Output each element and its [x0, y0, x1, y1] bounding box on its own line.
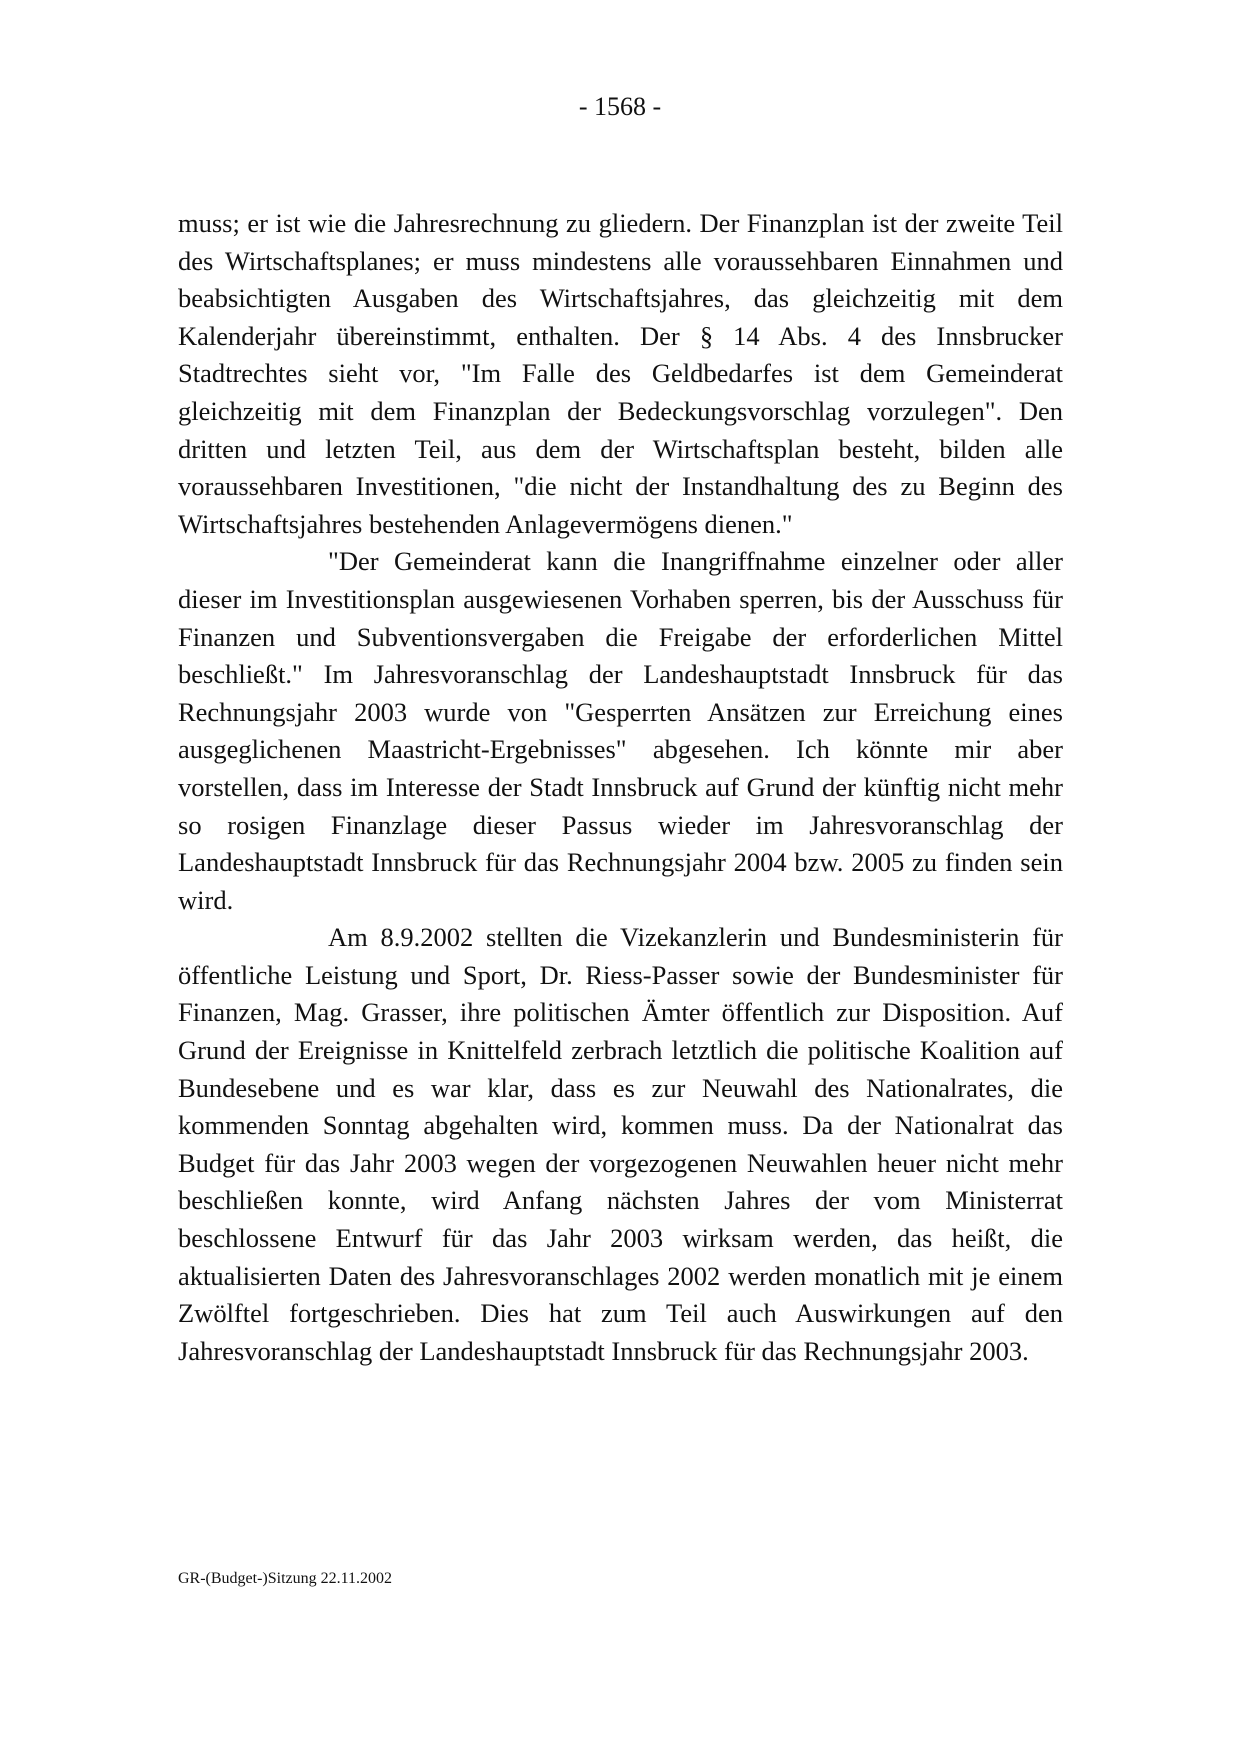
paragraph-3: Am 8.9.2002 stellten die Vizekanzlerin und Bundesministerin für öffentliche Leistung und Sport, Dr. Riess-Passer sowie der Bundesminister für Finanzen, Mag. Grasser, ihre politischen Ämter öffentlich zur Disposition. Auf Grund der Ereignisse in Knittelfeld zerbrach letztlich die politische Koalition auf Bundesebene und es war klar, dass es zur Neuwahl des Nationalrates, die kommenden Sonntag abgehalten wird, kommen muss. Da der Nationalrat das Budget für das Jahr 2003 wegen der vorgezogenen Neuwahlen heuer nicht mehr beschließen konnte, wird Anfang nächsten Jahres der vom Ministerrat beschlossene Entwurf für das Jahr 2003 wirksam werden, das heißt, die aktualisierten Daten des Jahresvoranschlages 2002 werden monatlich mit je einem Zwölftel fortgeschrieben. Dies hat zum Teil auch Auswirkungen auf den Jahresvoranschlag der Landeshauptstadt Innsbruck für das Rechnungsjahr 2003. — [178, 922, 1063, 1366]
document-body — [178, 205, 1063, 1370]
page-number: - 1568 - — [578, 92, 662, 121]
page-footer: GR-(Budget-)Sitzung 22.11.2002 — [178, 1570, 393, 1587]
paragraph-1: muss; er ist wie die Jahresrechnung zu gliedern. Der Finanzplan ist der zweite Teil des Wirtschaftsplanes; er muss mindestens alle voraussehbaren Einnahmen und beabsichtigten Ausgaben des Wirtschaftsjahres, das gleichzeitig mit dem Kalenderjahr übereinstimmt, enthalten. Der § 14 Abs. 4 des Innsbrucker Stadtrechtes sieht vor, "Im Falle des Geldbedarfes ist dem Gemeinderat gleichzeitig mit dem Finanzplan der Bedeckungsvorschlag vorzulegen". Den dritten und letzten Teil, aus dem der Wirtschaftsplan besteht, bilden alle voraussehbaren Investitionen, "die nicht der Instandhaltung des zu Beginn des Wirtschaftsjahres bestehenden Anlagevermögens dienen." — [178, 208, 1063, 539]
paragraph-2: "Der Gemeinderat kann die Inangriffnahme einzelner oder aller dieser im Investitionsplan ausgewiesenen Vorhaben sperren, bis der Ausschuss für Finanzen und Subventionsvergaben die Freigabe der erforderlichen Mittel beschließt." Im Jahresvoranschlag der Landeshauptstadt Innsbruck für das Rechnungsjahr 2003 wurde von "Gesperrten Ansätzen zur Erreichung eines ausgeglichenen Maastricht-Ergebnisses" abgesehen. Ich könnte mir aber vorstellen, dass im Interesse der Stadt Innsbruck auf Grund der künftig nicht mehr so rosigen Finanzlage dieser Passus wieder im Jahresvoranschlag der Landeshauptstadt Innsbruck für das Rechnungsjahr 2004 bzw. 2005 zu finden sein wird. — [178, 546, 1063, 915]
